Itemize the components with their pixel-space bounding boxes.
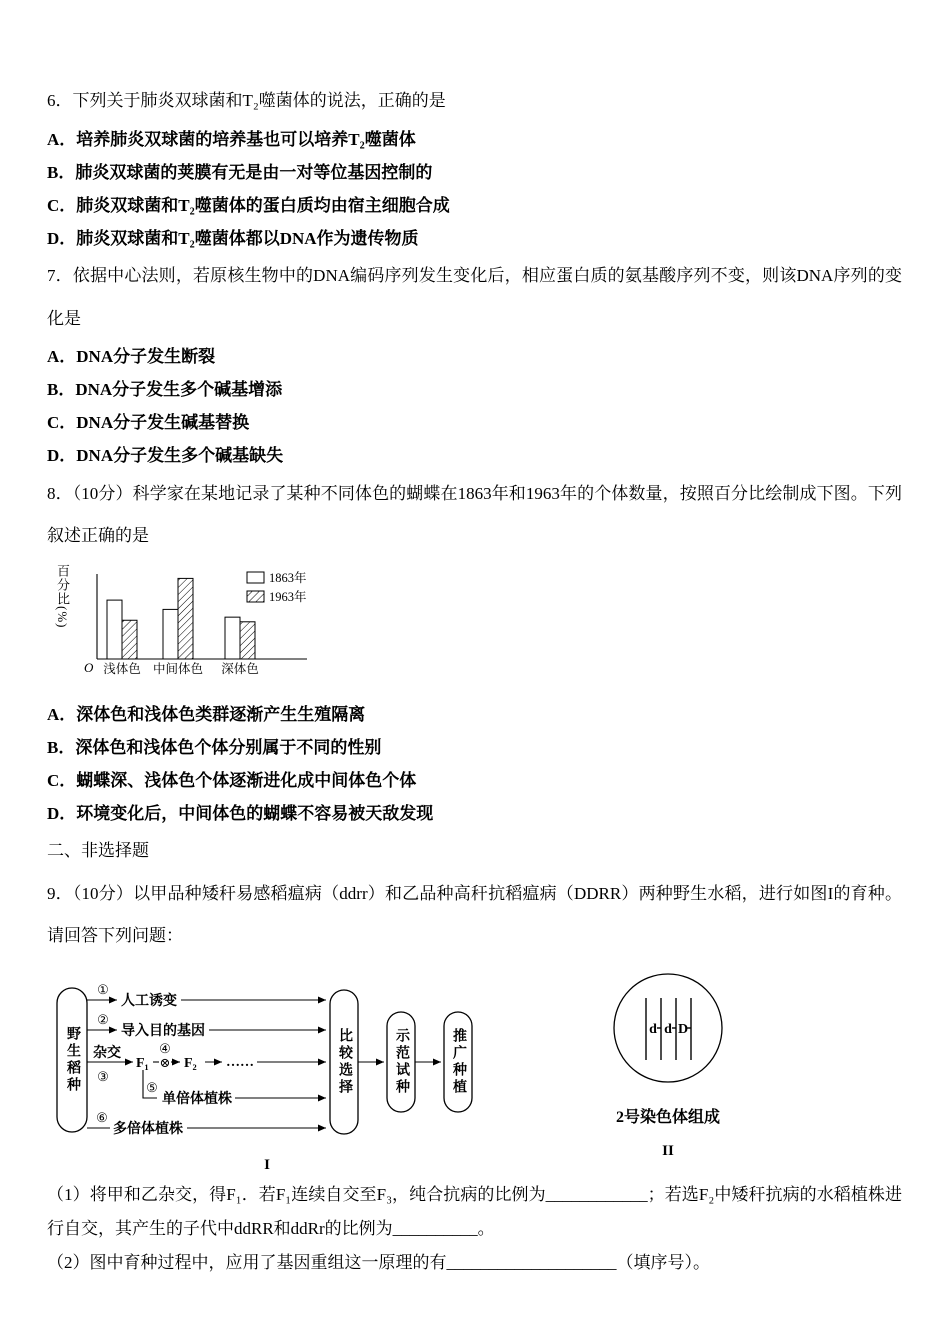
chart-category-label: 浅体色 bbox=[103, 661, 141, 676]
question-7-option-a: A．DNA分子发生断裂 bbox=[47, 347, 216, 367]
step-5-number: ⑤ bbox=[146, 1079, 158, 1095]
question-7-option-d: D．DNA分子发生多个碱基缺失 bbox=[47, 446, 284, 466]
question-7 bbox=[47, 255, 902, 473]
question-8-option-a: A．深体色和浅体色类群逐渐产生生殖隔离 bbox=[47, 704, 366, 724]
question-8-option-b: B．深体色和浅体色个体分别属于不同的性别 bbox=[47, 737, 382, 757]
f2-label: F₂ bbox=[184, 1055, 197, 1071]
chart-legend-swatch bbox=[247, 591, 264, 602]
question-6-option-c: C．肺炎双球菌和T₂噬菌体的蛋白质均由宿主细胞合成 bbox=[47, 195, 450, 215]
chart-legend-label: 1863年 bbox=[269, 570, 307, 585]
chart-bar-1963 bbox=[122, 620, 137, 659]
step-4-number: ④ bbox=[159, 1040, 171, 1056]
question-6-stem: 6．下列关于肺炎双球菌和T₂噬菌体的说法，正确的是 bbox=[47, 91, 446, 110]
question-7-option-c: C．DNA分子发生碱基替换 bbox=[47, 413, 250, 433]
chart-bar-1863 bbox=[107, 600, 122, 659]
chart-category-label: 中间体色 bbox=[152, 661, 204, 676]
question-8 bbox=[47, 473, 902, 831]
compare-select-box-label: 比较选择 bbox=[337, 1027, 352, 1096]
breeding-diagram-figure-1 bbox=[47, 962, 517, 1174]
dots-label: …… bbox=[226, 1054, 254, 1070]
question-8-option-d: D．环境变化后，中间体色的蝴蝶不容易被天敌发现 bbox=[47, 804, 434, 824]
question-8-stem: 8．（10分）科学家在某地记录了某种不同体色的蝴蝶在1863年和1963年的个体数量，按照百分比绘制成下图。下列叙述正确的是 bbox=[47, 483, 902, 546]
step-6-number: ⑥ bbox=[96, 1109, 108, 1125]
gene-transfer-label: 导入目的基因 bbox=[121, 1023, 205, 1039]
step-3-number: ③ bbox=[97, 1068, 109, 1084]
chart-category-label: 深体色 bbox=[221, 661, 259, 676]
gene-label-d2: d bbox=[664, 1021, 672, 1037]
wild-rice-box-label: 野生稻种 bbox=[65, 1025, 80, 1094]
figure-2-caption: II bbox=[662, 1142, 674, 1159]
chart-origin-label: O bbox=[84, 659, 94, 675]
question-9 bbox=[47, 873, 902, 1280]
trial-plant-box-label: 示范试种 bbox=[394, 1027, 409, 1096]
question-6-option-a: A．培养肺炎双球菌的培养基也可以培养T₂噬菌体 bbox=[47, 129, 416, 149]
self-cross-icon: ⊗ bbox=[159, 1054, 171, 1070]
question-7-option-b: B．DNA分子发生多个碱基增添 bbox=[47, 380, 283, 400]
butterfly-chart-svg bbox=[67, 564, 387, 694]
step-2-number: ② bbox=[97, 1011, 109, 1027]
figure-1-caption: I bbox=[264, 1156, 270, 1173]
question-6-option-b: B．肺炎双球菌的荚膜有无是由一对等位基因控制的 bbox=[47, 162, 433, 182]
chart-bar-1863 bbox=[163, 609, 178, 659]
flow-labels bbox=[93, 992, 270, 1173]
f1-label: F₁ bbox=[136, 1055, 149, 1071]
question-9-sub-2: （2）图中育种过程中，应用了基因重组这一原理的有____________________（填序号）。 bbox=[47, 1252, 710, 1272]
question-6-option-d: D．肺炎双球菌和T₂噬菌体都以DNA作为遗传物质 bbox=[47, 228, 419, 248]
extend-plant-box-label: 推广种植 bbox=[451, 1027, 466, 1096]
question-9-stem: 9．（10分）以甲品种矮秆易感稻瘟病（ddrr）和乙品种高秆抗稻瘟病（DDRR）两种野生水稻，进行如图I的育种。请回答下列问题： bbox=[47, 883, 902, 946]
question-8-option-c: C．蝴蝶深、浅体色个体逐渐进化成中间体色个体 bbox=[47, 770, 417, 790]
mutagenesis-label: 人工诱变 bbox=[121, 993, 177, 1009]
butterfly-color-chart bbox=[53, 564, 393, 694]
chart-bar-1963 bbox=[240, 621, 255, 658]
chart-legend-swatch bbox=[247, 572, 264, 583]
chart-bar-1963 bbox=[178, 578, 193, 659]
figure-2-title: 2号染色体组成 bbox=[615, 1108, 720, 1126]
question-9-figures bbox=[47, 962, 902, 1174]
chromosome-figure-2 bbox=[553, 962, 783, 1160]
step-1-number: ① bbox=[97, 981, 109, 997]
question-9-sub-1: （1）将甲和乙杂交，得F₁．若F₁连续自交至F₃，纯合抗病的比例为____________；若选F₂中矮秆抗病的水稻植株进行自交，其产生的子代中ddRR和ddRr的比例为__________。 bbox=[47, 1184, 902, 1238]
chart-legend-label: 1963年 bbox=[269, 589, 307, 604]
haploid-label: 单倍体植株 bbox=[162, 1091, 232, 1107]
chart-bar-1863 bbox=[225, 617, 240, 659]
gene-labels bbox=[649, 1022, 688, 1037]
chromosome-figure-svg bbox=[568, 966, 768, 1091]
chart-y-axis-label: 百分比(%) bbox=[55, 563, 70, 629]
gene-label-d1: d bbox=[649, 1021, 657, 1037]
question-7-stem: 7．依据中心法则，若原核生物中的DNA编码序列发生变化后，相应蛋白质的氨基酸序列不变，则该DNA序列的变化是 bbox=[47, 266, 902, 328]
cross-label: 杂交 bbox=[93, 1045, 121, 1061]
gene-label-D: D bbox=[677, 1021, 689, 1037]
section-2-title: 二、非选择题 bbox=[47, 841, 149, 861]
polyploid-label: 多倍体植株 bbox=[113, 1121, 183, 1137]
question-6 bbox=[47, 80, 902, 255]
